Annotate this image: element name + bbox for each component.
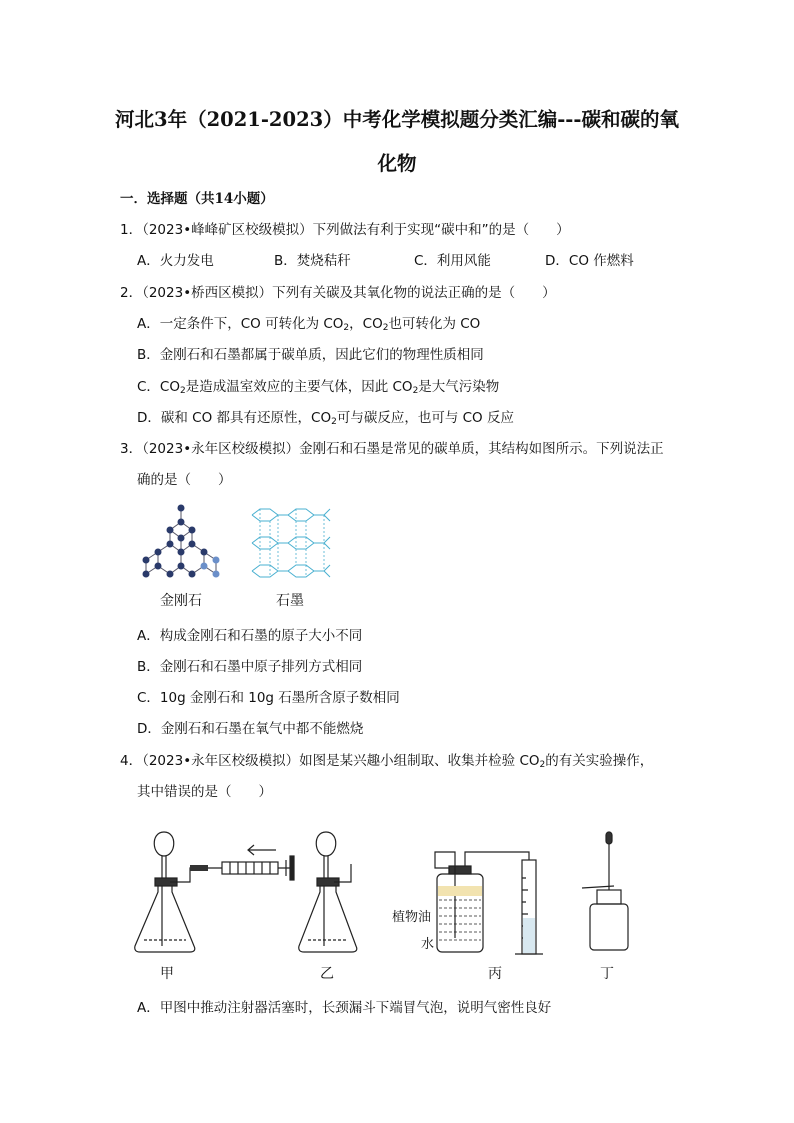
- q2-option-d: D．碳和 CO 都具有还原性，$CO_2$可与碳反应，也可与 CO 反应: [137, 410, 514, 427]
- diamond-label: 金刚石: [160, 593, 202, 609]
- q2-option-b: B．金刚石和石墨都属于碳单质，因此它们的物理性质相同: [137, 347, 484, 363]
- apparatus-bing-figure: [425, 838, 555, 958]
- figure-label-ding: 丁: [600, 966, 614, 982]
- apparatus-yi-figure: [296, 828, 371, 958]
- q4-option-a: A．甲图中推动注射器活塞时，长颈漏斗下端冒气泡，说明气密性良好: [137, 1000, 552, 1016]
- graphite-structure-figure: [248, 505, 333, 580]
- apparatus-jia-figure: [130, 828, 305, 958]
- question-2-stem: 2．（2023•桥西区模拟）下列有关碳及其氧化物的说法正确的是（ ）: [120, 285, 556, 301]
- apparatus-ding-figure: [580, 828, 640, 958]
- diamond-structure-figure: [138, 500, 233, 582]
- water-label: 水: [421, 937, 435, 952]
- question-1-stem: 1．（2023•峰峰矿区校级模拟）下列做法有利于实现“碳中和”的是（ ）: [120, 222, 570, 238]
- q1-option-c: C．利用风能: [414, 253, 491, 269]
- q1-option-a: A．火力发电: [137, 253, 214, 269]
- question-3-stem-line1: 3．（2023•永年区校级模拟）金刚石和石墨是常见的碳单质，其结构如图所示。下列说法正: [120, 441, 664, 457]
- q3-option-b: B．金刚石和石墨中原子排列方式相同: [137, 659, 363, 675]
- question-3-stem-line2: 确的是（ ）: [137, 472, 232, 488]
- question-4-stem-line2: 其中错误的是（ ）: [137, 784, 272, 800]
- q2-option-c: C．$CO_2$是造成温室效应的主要气体，因此 $CO_2$是大气污染物: [137, 379, 500, 396]
- page-title-line1: 河北3年（2021-2023）中考化学模拟题分类汇编---碳和碳的氧: [115, 108, 679, 131]
- graphite-label: 石墨: [276, 593, 304, 609]
- figure-label-jia: 甲: [160, 966, 174, 982]
- q2-option-a: A．一定条件下，CO 可转化为 $CO_2$，$CO_2$也可转化为 CO: [137, 316, 481, 333]
- q3-option-d: D．金刚石和石墨在氧气中都不能燃烧: [137, 721, 364, 737]
- figure-label-bing: 丙: [488, 966, 502, 982]
- page-title-line2: 化物: [377, 152, 417, 175]
- question-4-stem-line1: 4．（2023•永年区校级模拟）如图是某兴趣小组制取、收集并检验 $CO_2$的有关实验操作，: [120, 753, 654, 770]
- section-heading: 一．选择题（共14小题）: [120, 191, 274, 207]
- q1-option-b: B．焚烧秸秆: [274, 253, 351, 269]
- oil-label: 植物油: [392, 910, 432, 925]
- q3-option-a: A．构成金刚石和石墨的原子大小不同: [137, 628, 363, 644]
- q3-option-c: C．10g 金刚石和 10g 石墨所含原子数相同: [137, 690, 400, 706]
- figure-label-yi: 乙: [320, 966, 334, 982]
- q1-option-d: D．CO 作燃料: [545, 253, 634, 269]
